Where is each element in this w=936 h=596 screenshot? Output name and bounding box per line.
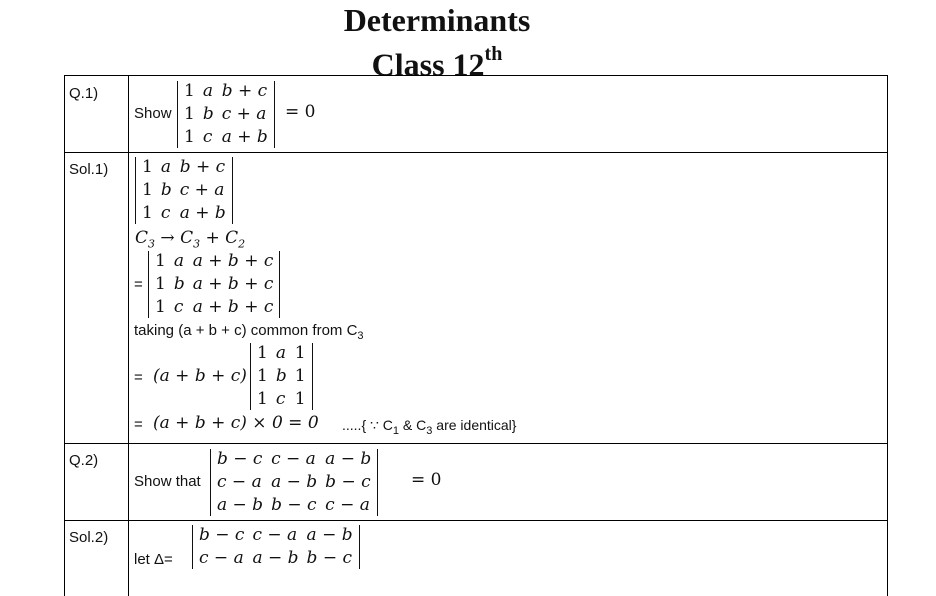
- determinant-bar: [210, 449, 211, 516]
- matrix-cell: c − a: [325, 495, 370, 515]
- determinant-bar: [192, 525, 193, 569]
- matrix-cell: b: [160, 180, 172, 200]
- row-divider: [65, 152, 887, 153]
- solutions-table: [64, 75, 888, 596]
- matrix-row: [138, 202, 230, 225]
- matrix-cell: b − c: [199, 525, 245, 545]
- sol1-label: Sol.1): [69, 161, 109, 178]
- matrix-cell: 1: [257, 389, 268, 409]
- matrix-cell: b − c: [306, 548, 353, 568]
- matrix-cell: 1: [142, 157, 153, 177]
- matrix-cell: 1: [142, 203, 153, 223]
- matrix-cell: b + c: [221, 81, 268, 101]
- q2-show-text: Show that: [134, 473, 201, 490]
- matrix-row: [138, 179, 230, 202]
- matrix-cell: 1: [184, 104, 195, 124]
- matrix-cell: a: [275, 343, 286, 363]
- sol1-determinant-2: [146, 250, 282, 319]
- matrix-row: [138, 156, 230, 179]
- matrix-cell: a: [173, 251, 184, 271]
- matrix-cell: 1: [184, 127, 195, 147]
- op-sub: 2: [238, 237, 246, 251]
- sol1-determinant-3: [248, 342, 315, 411]
- reason-sub: 1: [392, 424, 400, 437]
- determinant-matrix: [180, 80, 272, 149]
- matrix-cell: c + a: [179, 180, 225, 200]
- determinant-bar: [359, 525, 360, 569]
- matrix-cell: 1: [155, 297, 166, 317]
- matrix-cell: 1: [294, 343, 306, 363]
- matrix-row: [151, 273, 277, 296]
- sol1-equals-1: =: [134, 276, 143, 293]
- row-divider: [65, 520, 887, 521]
- matrix-cell: a + b + c: [192, 251, 274, 271]
- determinant-bar: [148, 251, 149, 318]
- op-part: + C: [200, 228, 239, 248]
- matrix-cell: a − b: [252, 548, 299, 568]
- determinant-matrix: [138, 156, 230, 225]
- matrix-cell: a − b: [306, 525, 353, 545]
- q2-equals-zero: = 0: [411, 470, 442, 490]
- determinant-bar: [232, 157, 233, 224]
- subtitle-text: Class 12: [371, 46, 485, 83]
- matrix-cell: 1: [294, 389, 306, 409]
- matrix-row: [180, 126, 272, 149]
- matrix-cell: b − c: [217, 449, 263, 469]
- sol1-factor: (a + b + c): [153, 366, 247, 386]
- sol1-final-result: (a + b + c) × 0 = 0: [153, 413, 319, 433]
- matrix-cell: b: [275, 366, 287, 386]
- matrix-row: [151, 296, 277, 319]
- matrix-cell: b − c: [325, 472, 371, 492]
- matrix-cell: a: [160, 157, 171, 177]
- op-part: C: [135, 228, 149, 248]
- sol1-determinant-1: [133, 156, 235, 225]
- matrix-cell: a + b + c: [192, 274, 274, 294]
- q2-label: Q.2): [69, 452, 99, 469]
- subtitle-superscript: th: [484, 43, 503, 65]
- note-text: taking (a + b + c) common from C: [134, 322, 358, 339]
- sol1-equals-2: =: [134, 369, 143, 386]
- reason-part: & C: [399, 417, 427, 433]
- matrix-cell: a: [202, 81, 213, 101]
- determinant-bar: [274, 81, 275, 148]
- q1-determinant: [175, 80, 277, 149]
- op-part: → C: [155, 228, 194, 248]
- matrix-row: [253, 365, 310, 388]
- q1-equals-zero: = 0: [285, 102, 316, 122]
- sol1-column-operation: [135, 228, 245, 250]
- matrix-cell: b + c: [179, 157, 226, 177]
- sol1-reason: [342, 417, 516, 437]
- matrix-cell: c: [173, 297, 184, 317]
- matrix-row: [253, 342, 310, 365]
- matrix-cell: c − a: [199, 548, 244, 568]
- row-divider: [65, 443, 887, 444]
- matrix-row: [213, 471, 375, 494]
- matrix-row: [253, 388, 310, 411]
- matrix-cell: 1: [142, 180, 153, 200]
- q1-label: Q.1): [69, 85, 99, 102]
- matrix-row: [180, 80, 272, 103]
- sol1-note: [134, 322, 364, 342]
- determinant-bar: [177, 81, 178, 148]
- matrix-cell: c: [202, 127, 213, 147]
- matrix-cell: b − c: [271, 495, 317, 515]
- matrix-cell: 1: [184, 81, 195, 101]
- sol2-label: Sol.2): [69, 529, 109, 546]
- matrix-cell: 1: [155, 251, 166, 271]
- matrix-cell: a − b: [271, 472, 318, 492]
- matrix-cell: c: [275, 389, 286, 409]
- sol1-equals-3: =: [134, 416, 143, 433]
- sol2-let-text: let Δ=: [134, 551, 173, 568]
- determinant-matrix: [213, 448, 375, 517]
- matrix-cell: 1: [294, 366, 306, 386]
- column-divider: [128, 76, 129, 596]
- determinant-bar: [279, 251, 280, 318]
- reason-part: .....{ ∵ C: [342, 417, 393, 433]
- page-title: Determinants: [343, 2, 531, 38]
- determinant-bar: [250, 343, 251, 410]
- determinant-bar: [135, 157, 136, 224]
- matrix-cell: 1: [257, 343, 268, 363]
- matrix-cell: c − a: [217, 472, 262, 492]
- reason-sub: 3: [426, 424, 433, 437]
- matrix-row: [195, 547, 357, 570]
- matrix-cell: a + b: [221, 127, 268, 147]
- matrix-row: [213, 494, 375, 517]
- matrix-row: [195, 524, 357, 547]
- matrix-cell: a − b: [325, 449, 372, 469]
- reason-part: are identical}: [432, 417, 517, 433]
- matrix-row: [151, 250, 277, 273]
- matrix-cell: c + a: [221, 104, 267, 124]
- op-sub: 3: [148, 237, 156, 251]
- determinant-matrix: [195, 524, 357, 570]
- matrix-cell: c − a: [252, 525, 298, 545]
- matrix-cell: a − b: [217, 495, 264, 515]
- q1-show-text: Show: [134, 105, 172, 122]
- matrix-row: [180, 103, 272, 126]
- matrix-cell: b: [202, 104, 214, 124]
- q2-determinant: [208, 448, 380, 517]
- determinant-bar: [377, 449, 378, 516]
- matrix-cell: a + b + c: [192, 297, 274, 317]
- matrix-cell: c − a: [271, 449, 316, 469]
- note-sub: 3: [357, 330, 364, 342]
- matrix-cell: a + b: [179, 203, 226, 223]
- matrix-cell: b: [173, 274, 185, 294]
- matrix-cell: 1: [257, 366, 268, 386]
- op-sub: 3: [193, 237, 201, 251]
- matrix-row: [213, 448, 375, 471]
- determinant-bar: [312, 343, 313, 410]
- matrix-cell: c: [160, 203, 171, 223]
- matrix-cell: 1: [155, 274, 166, 294]
- determinant-matrix: [253, 342, 310, 411]
- sol2-determinant: [190, 524, 362, 570]
- determinant-matrix: [151, 250, 277, 319]
